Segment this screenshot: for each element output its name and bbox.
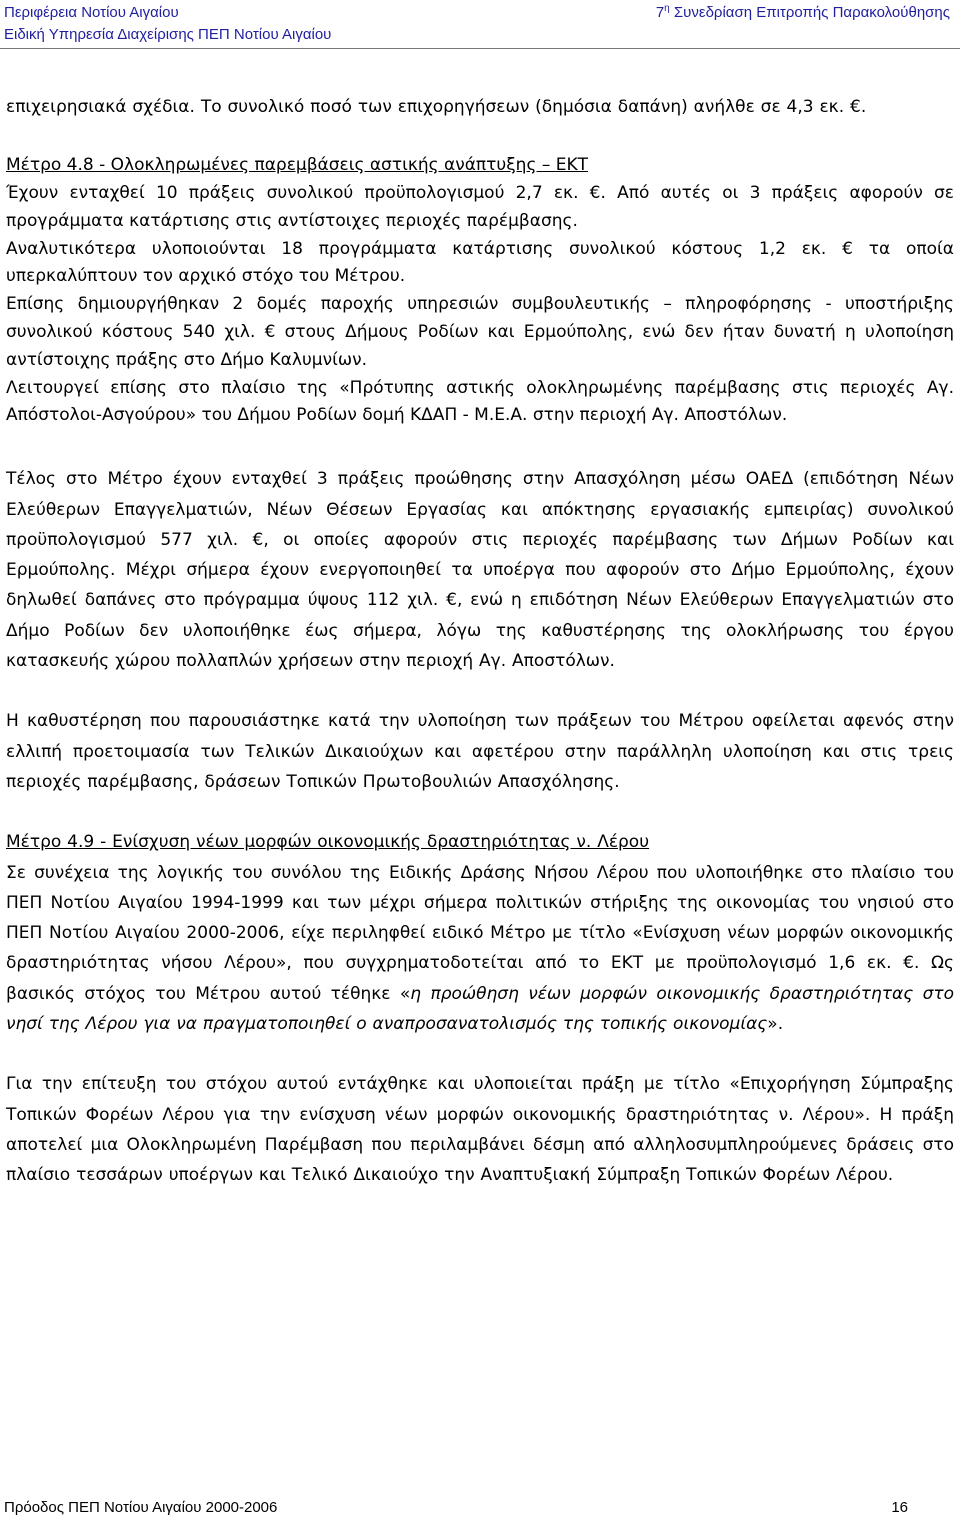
paragraph-intro: επιχειρησιακά σχέδια. Το συνολικό ποσό των επιχορηγήσεων (δημόσια δαπάνη) ανήλθε σε 4,3 εκ. €. (6, 97, 867, 117)
paragraph-4-8-oaed: Τέλος στο Μέτρο έχουν ενταχθεί 3 πράξεις προώθησης στην Απασχόληση μέσω ΟΑΕΔ (επιδότηση Νέων Ελεύθερων Επαγγελματιών, Νέων Θέσεων Εργασίας και απόκτησης εργασιακής εμπειρίας) συνολικού προϋπολογισμού 577 χιλ. €, οι οποίες αφορούν στις περιοχές παρέμβασης των Δήμων Ροδίων και Ερμούπολης. Μέχρι σήμερα έχουν ενεργοποιηθεί τα υποέργα που αφορούν στο Δήμο Ερμούπολης, έχουν δηλωθεί δαπάνες στο πρόγραμμα ύψους 112 χιλ. €, ενώ η επιδότηση Νέων Ελεύθερων Επαγγελματιών στο Δήμο Ροδίων δεν υλοποιήθηκε έως σήμερα, λόγω της καθυστέρησης της ολοκλήρωσης του έργου κατασκευής χώρου πολλαπλών χρήσεων στην περιοχή Αγ. Αποστόλων. (6, 469, 954, 672)
paragraph-4-8-delay: Η καθυστέρηση που παρουσιάστηκε κατά την υλοποίηση των πράξεων του Μέτρου οφείλεται αφενός στην ελλιπή προετοιμασία των Τελικών Δικαιούχων και αφετέρου στην παράλληλη υλοποίηση και στις τρεις περιοχές παρέμβασης, δράσεων Τοπικών Πρωτοβουλιών Απασχόλησης. (6, 711, 954, 792)
measure-4-8-title: Μέτρο 4.8 - Ολοκληρωμένες παρεμβάσεις αστικής ανάπτυξης – ΕΚΤ (6, 155, 589, 176)
header-meeting (656, 2, 950, 24)
spacer (6, 676, 954, 706)
spacer (6, 1039, 954, 1069)
header-meeting-title: Συνεδρίαση Επιτροπής Παρακολούθησης (669, 4, 950, 21)
paragraph-4-9-action: Για την επίτευξη του στόχου αυτού εντάχθηκε και υλοποιείται πράξη με τίτλο «Επιχορήγηση Σύμπραξης Τοπικών Φορέων Λέρου για την ενίσχυση νέων μορφών οικονομικής δραστηριότητας ν. Λέρου». Η πράξη αποτελεί μια Ολοκληρωμένη Παρέμβαση που περιλαμβάνει δέσμη από αλληλοσυμπληρούμενες δράσεις στο πλαίσιο τεσσάρων υποέργων και Τελικό Δικαιούχο την Αναπτυξιακή Σύμπραξη Τοπικών Φορέων Λέρου. (6, 1074, 954, 1186)
paragraph-4-8-kdap: Λειτουργεί επίσης στο πλαίσιο της «Πρότυπης αστικής ολοκληρωμένης παρέμβασης στις περιοχές Αγ. Απόστολοι-Ασγούρου» του Δήμου Ροδίων δομή ΚΔΑΠ - Μ.Ε.Α. στην περιοχή Αγ. Αποστόλων. (6, 377, 954, 426)
header-region: Περιφέρεια Νοτίου Αιγαίου (4, 4, 179, 21)
spacer (6, 430, 954, 464)
header-meeting-number: 7 (655, 4, 665, 21)
page-number: 16 (891, 1499, 908, 1516)
paragraph-4-8-structures: Επίσης δημιουργήθηκαν 2 δομές παροχής υπηρεσιών συμβουλευτικής – πληροφόρησης - υποστήριξης συνολικού κόστους 540 χιλ. € στους Δήμους Ροδίων και Ερμούπολης, ενώ δεν ήταν δυνατή η υλοποίηση αντίστοιχης πράξης στο Δήμο Καλυμνίων. (6, 294, 954, 370)
document-body (6, 92, 954, 1191)
paragraph-4-9-goal: η προώθηση νέων μορφών οικονομικής δραστηριότητας στο νησί της Λέρου για να πραγματοποιηθεί ο αναπροσανατολισμός της τοπικής οικονομίας (6, 983, 954, 1035)
paragraph-4-9-text: Σε συνέχεια της λογικής του συνόλου της Ειδικής Δράσης Νήσου Λέρου που υλοποιήθηκε στο πλαίσιο του ΠΕΠ Νοτίου Αιγαίου 1994-1999 και των μέχρι σήμερα πολιτικών στήριξης της οικονομίας του νησιού στο ΠΕΠ Νοτίου Αιγαίου 2000-2006, είχε περιληφθεί ειδικό Μέτρο με τίτλο «Ενίσχυση νέων μορφών οικονομικής δραστηριότητας νήσου Λέρου», που συγχρηματοδοτείται από το ΕΚΤ με προϋπολογισμό 1,6 εκ. €. Ως βασικός στόχος του Μέτρου αυτού τέθηκε « (6, 862, 954, 1004)
header-divider (0, 48, 960, 49)
page-footer (0, 1497, 960, 1521)
paragraph-4-9-end: ». (767, 1014, 784, 1035)
paragraph-4-9-leros (6, 858, 954, 1040)
measure-4-9-heading (6, 827, 954, 857)
measure-4-9-title: Μέτρο 4.9 - Ενίσχυση νέων μορφών οικονομικής δραστηριότητας ν. Λέρου (6, 832, 650, 853)
spacer (6, 122, 954, 152)
paragraph-4-8-training: Αναλυτικότερα υλοποιούνται 18 προγράμματα κατάρτισης συνολικού κόστους 1,2 εκ. € τα οποία υπερκαλύπτουν τον αρχικό στόχο του Μέτρου. (6, 238, 954, 287)
page-header (0, 2, 960, 48)
header-authority: Ειδική Υπηρεσία Διαχείρισης ΠΕΠ Νοτίου Αιγαίου (4, 26, 332, 43)
spacer (6, 797, 954, 827)
header-meeting-ordinal: η (664, 3, 670, 14)
paragraph-4-8-projects: Έχουν ενταχθεί 10 πράξεις συνολικού προϋπολογισμού 2,7 εκ. €. Από αυτές οι 3 πράξεις αφορούν σε προγράμματα κατάρτισης στις αντίστοιχες περιοχές παρέμβασης. (6, 183, 954, 231)
measure-4-8-heading (6, 152, 954, 180)
footer-title: Πρόοδος ΠΕΠ Νοτίου Αιγαίου 2000-2006 (4, 1499, 278, 1516)
